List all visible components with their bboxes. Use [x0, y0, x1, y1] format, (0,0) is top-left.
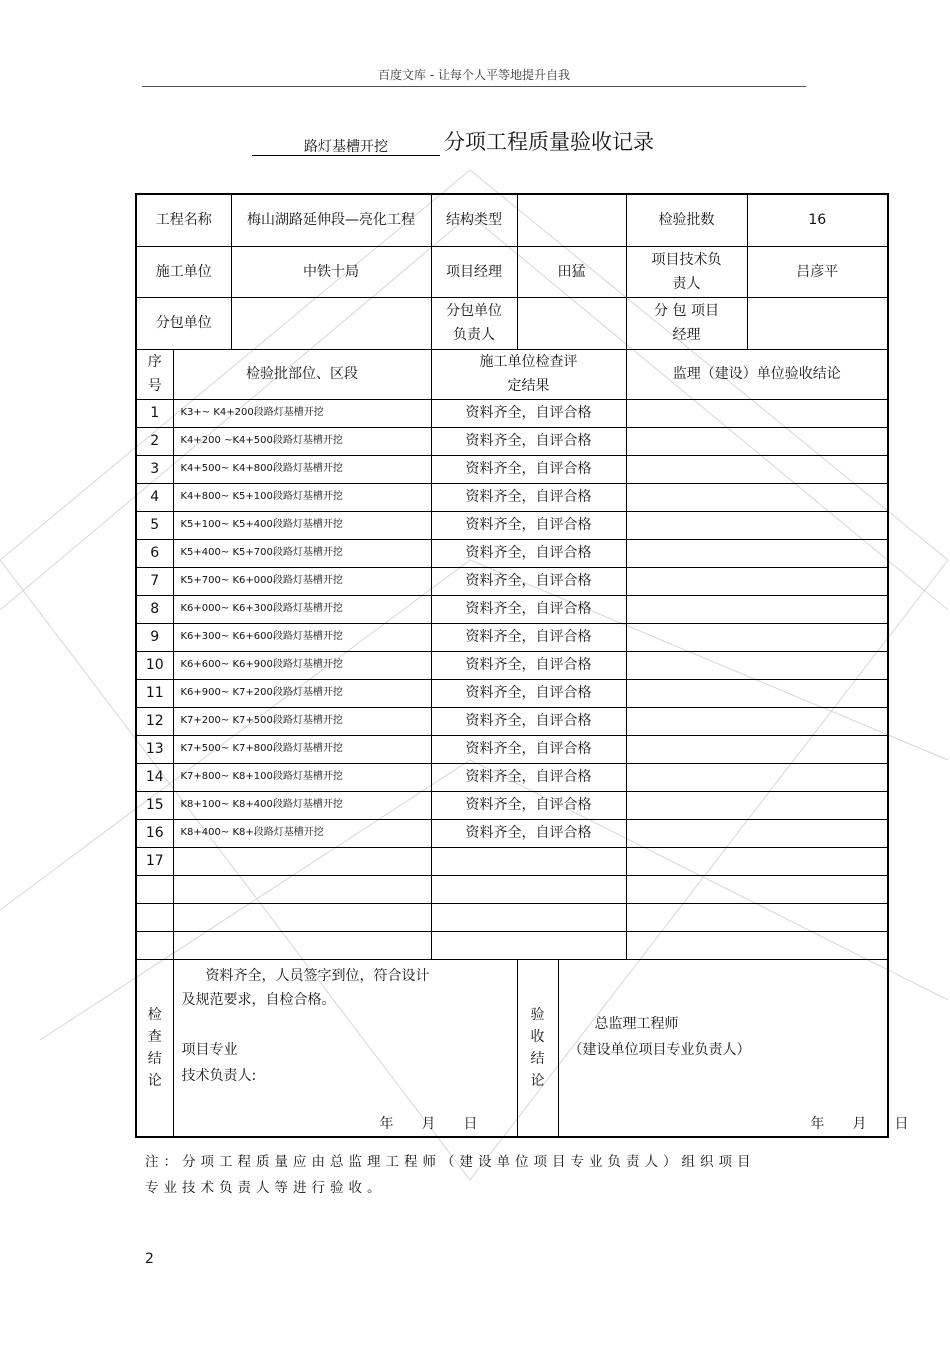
vertical-char: 论: [530, 1072, 545, 1089]
subject-underline-field: 路灯基槽开挖: [252, 126, 440, 156]
row-seq: [136, 875, 173, 903]
row-check-result: 资料齐全，自评合格: [431, 623, 626, 651]
table-row: [136, 539, 888, 567]
row-supervision: [626, 791, 888, 819]
sub-lead-value: [517, 297, 626, 349]
row-location: K6+900~ K7+200段路灯基槽开挖: [173, 679, 431, 707]
row-supervision: [626, 539, 888, 567]
table-row: [136, 511, 888, 539]
subcontractor-label: 分包单位: [136, 297, 231, 349]
row-supervision: [626, 595, 888, 623]
vertical-char: 论: [147, 1072, 162, 1089]
table-row: [136, 595, 888, 623]
tech-lead-value: 吕彦平: [747, 246, 888, 297]
row-check-result: 资料齐全，自评合格: [431, 483, 626, 511]
row-location: K7+800~ K8+100段路灯基槽开挖: [173, 763, 431, 791]
vertical-char: 结: [530, 1050, 545, 1067]
row-supervision: [626, 763, 888, 791]
structure-type-label: 结构类型: [431, 194, 517, 246]
check-sign-2: 技术负责人:: [181, 1067, 257, 1084]
row-seq: 15: [136, 791, 173, 819]
check-conclusion-content: [174, 960, 517, 1131]
row-supervision: [626, 399, 888, 427]
row-seq: 14: [136, 763, 173, 791]
row-seq: 16: [136, 819, 173, 847]
sub-pm-label: 分 包 项目经理: [626, 297, 747, 349]
table-row: [136, 455, 888, 483]
table-row: [136, 483, 888, 511]
row-check-result: 资料齐全，自评合格: [431, 707, 626, 735]
row-seq: 5: [136, 511, 173, 539]
construction-unit-value: 中铁十局: [231, 246, 431, 297]
row-supervision: [626, 455, 888, 483]
table-row: [136, 651, 888, 679]
col-header-seq: 序号: [136, 349, 173, 399]
table-row: [136, 847, 888, 875]
info-row-1: [136, 194, 888, 246]
acceptance-label: [518, 960, 559, 1136]
check-conclusion-cell: [173, 959, 517, 1137]
row-location: K5+100~ K5+400段路灯基槽开挖: [173, 511, 431, 539]
row-supervision: [626, 567, 888, 595]
check-conclusion-label: [136, 959, 173, 1137]
footnote: [145, 1149, 815, 1201]
row-check-result: 资料齐全，自评合格: [431, 763, 626, 791]
row-check-result: 资料齐全，自评合格: [431, 735, 626, 763]
sub-lead-label: 分包单位负责人: [431, 297, 517, 349]
page-header: 百度文库 - 让每个人平等地提升自我: [378, 68, 570, 82]
check-month: 月: [421, 1115, 436, 1132]
table-row: [136, 427, 888, 455]
row-check-result: 资料齐全，自评合格: [431, 595, 626, 623]
table-row: [136, 735, 888, 763]
row-location: [173, 903, 431, 931]
table-row: [136, 623, 888, 651]
tech-lead-label: 项目技术负责人: [626, 246, 747, 297]
row-seq: 2: [136, 427, 173, 455]
row-check-result: 资料齐全，自评合格: [431, 679, 626, 707]
batch-count-label: 检验批数: [626, 194, 747, 246]
acceptance-day: 日: [894, 1115, 909, 1132]
table-row: [136, 791, 888, 819]
check-sign-1: 项目专业: [181, 1041, 238, 1058]
row-location: K4+200 ~K4+500段路灯基槽开挖: [173, 427, 431, 455]
row-seq: 8: [136, 595, 173, 623]
row-supervision: [626, 903, 888, 931]
page-title: 分项工程质量验收记录: [444, 130, 654, 154]
table-row: [136, 707, 888, 735]
vertical-char: 查: [147, 1028, 162, 1045]
row-seq: 11: [136, 679, 173, 707]
row-supervision: [626, 623, 888, 651]
row-check-result: 资料齐全，自评合格: [431, 651, 626, 679]
row-supervision: [626, 819, 888, 847]
row-location: K8+100~ K8+400段路灯基槽开挖: [173, 791, 431, 819]
acceptance-content: [518, 960, 909, 1136]
row-location: K4+500~ K4+800段路灯基槽开挖: [173, 455, 431, 483]
row-location: K7+500~ K7+800段路灯基槽开挖: [173, 735, 431, 763]
row-location: K8+400~ K8+段路灯基槽开挖: [173, 819, 431, 847]
row-location: [173, 875, 431, 903]
row-check-result: 资料齐全，自评合格: [431, 791, 626, 819]
row-supervision: [626, 707, 888, 735]
structure-type-value: [517, 194, 626, 246]
check-label-vertical: [145, 1004, 165, 1092]
row-supervision: [626, 931, 888, 959]
table-row: [136, 819, 888, 847]
row-check-result: [431, 931, 626, 959]
project-manager-label: 项目经理: [431, 246, 517, 297]
header-rule: [142, 86, 806, 87]
acceptance-month: 月: [852, 1115, 867, 1132]
row-supervision: [626, 679, 888, 707]
row-check-result: 资料齐全，自评合格: [431, 455, 626, 483]
row-location: K5+700~ K6+000段路灯基槽开挖: [173, 567, 431, 595]
column-header-row: [136, 349, 888, 399]
row-location: [173, 931, 431, 959]
row-location: K4+800~ K5+100段路灯基槽开挖: [173, 483, 431, 511]
vertical-char: 结: [147, 1050, 162, 1067]
conclusion-row: [136, 959, 888, 1137]
acceptance-sign-1: 总监理工程师: [594, 1015, 679, 1032]
acceptance-record-table: [135, 193, 909, 1138]
project-name-label: 工程名称: [136, 194, 231, 246]
row-check-result: 资料齐全，自评合格: [431, 539, 626, 567]
check-year: 年: [379, 1115, 394, 1132]
row-supervision: [626, 735, 888, 763]
table-row: [136, 763, 888, 791]
sub-pm-value: [747, 297, 888, 349]
row-check-result: 资料齐全，自评合格: [431, 567, 626, 595]
table-row: [136, 875, 888, 903]
row-supervision: [626, 847, 888, 875]
row-supervision: [626, 511, 888, 539]
row-supervision: [626, 875, 888, 903]
row-seq: 12: [136, 707, 173, 735]
page-number: 2: [145, 1251, 154, 1267]
row-seq: 7: [136, 567, 173, 595]
project-manager-value: 田猛: [517, 246, 626, 297]
table-row: [136, 567, 888, 595]
acceptance-sign-2: （建设单位项目专业负责人）: [568, 1041, 751, 1058]
row-seq: 9: [136, 623, 173, 651]
footnote-line-1: 注：分项工程质量应由总监理工程师（建设单位项目专业负责人）组织项目: [145, 1154, 756, 1170]
row-location: K6+600~ K6+900段路灯基槽开挖: [173, 651, 431, 679]
row-location: K6+300~ K6+600段路灯基槽开挖: [173, 623, 431, 651]
row-check-result: 资料齐全，自评合格: [431, 819, 626, 847]
row-supervision: [626, 651, 888, 679]
info-row-3: [136, 297, 888, 349]
row-check-result: [431, 875, 626, 903]
table-row: [136, 903, 888, 931]
row-location: K6+000~ K6+300段路灯基槽开挖: [173, 595, 431, 623]
row-location: [173, 847, 431, 875]
row-supervision: [626, 427, 888, 455]
construction-unit-label: 施工单位: [136, 246, 231, 297]
row-check-result: [431, 903, 626, 931]
check-text-1: 资料齐全，人员签字到位，符合设计: [205, 967, 430, 984]
record-rows: [136, 399, 888, 959]
col-header-supervision: 监理（建设）单位验收结论: [626, 349, 888, 399]
vertical-char: 收: [530, 1028, 545, 1045]
vertical-char: 验: [530, 1006, 545, 1023]
table-row: [136, 679, 888, 707]
row-check-result: 资料齐全，自评合格: [431, 399, 626, 427]
row-supervision: [626, 483, 888, 511]
row-seq: 17: [136, 847, 173, 875]
row-seq: 13: [136, 735, 173, 763]
row-check-result: 资料齐全，自评合格: [431, 511, 626, 539]
row-seq: 4: [136, 483, 173, 511]
batch-count-value: 16: [747, 194, 888, 246]
col-header-check-result: 施工单位检查评定结果: [431, 349, 626, 399]
project-name-value: 梅山湖路延伸段—亮化工程: [231, 194, 431, 246]
row-seq: [136, 931, 173, 959]
check-day: 日: [463, 1115, 478, 1132]
subcontractor-value: [231, 297, 431, 349]
check-text-2: 及规范要求，自检合格。: [181, 991, 336, 1008]
vertical-char: 检: [147, 1006, 162, 1023]
row-check-result: [431, 847, 626, 875]
row-location: K3+~ K4+200段路灯基槽开挖: [173, 399, 431, 427]
col-header-location: 检验批部位、区段: [173, 349, 431, 399]
acceptance-conclusion-cell: [517, 959, 909, 1137]
table-row: [136, 399, 888, 427]
row-seq: 10: [136, 651, 173, 679]
info-row-2: [136, 246, 888, 297]
acceptance-label-vertical: [528, 1004, 548, 1092]
table-row: [136, 931, 888, 959]
row-seq: 3: [136, 455, 173, 483]
row-check-result: 资料齐全，自评合格: [431, 427, 626, 455]
row-seq: 1: [136, 399, 173, 427]
row-seq: 6: [136, 539, 173, 567]
row-seq: [136, 903, 173, 931]
row-location: K7+200~ K7+500段路灯基槽开挖: [173, 707, 431, 735]
acceptance-year: 年: [810, 1115, 825, 1132]
acceptance-body: [559, 960, 909, 1136]
row-location: K5+400~ K5+700段路灯基槽开挖: [173, 539, 431, 567]
footnote-line-2: 专业技术负责人等进行验收。: [145, 1180, 386, 1196]
